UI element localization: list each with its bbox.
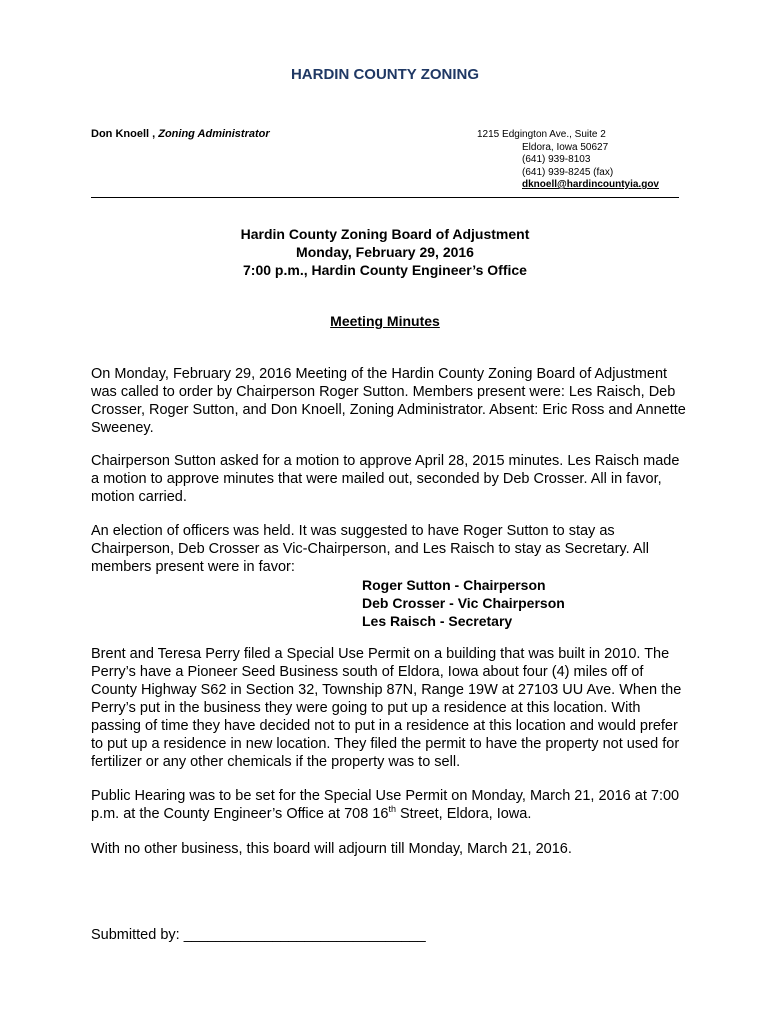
hearing-text-part1: Public Hearing was to be set for the Special Use Permit on Monday, March 21, 2016 at 7:00 p.m. at the County Engineer’s Office at 708 16: [91, 788, 680, 822]
minutes-title: Meeting Minutes: [330, 313, 440, 329]
address-line-2: Eldora, Iowa 50627: [522, 141, 609, 153]
signature-line: ______________________________: [183, 927, 426, 943]
paragraph-call-to-order: On Monday, February 29, 2016 Meeting of the Hardin County Zoning Board of Adjustment was called to order by Chairperson Roger Sutton. Members present were: Les Raisch, Deb Crosser, Roger Sutton, and Don Knoell, Zoning Administrator. Absent: Eric Ross and Annette Sweeney.: [91, 366, 686, 436]
officer-chairperson: Roger Sutton - Chairperson: [362, 577, 546, 593]
meeting-heading: [0, 225, 770, 279]
meeting-date: Monday, February 29, 2016: [296, 244, 474, 260]
admin-name: Don Knoell ,: [91, 128, 156, 140]
email-link[interactable]: dknoell@hardincountyia.gov: [522, 179, 659, 190]
header-divider: [91, 197, 679, 198]
submitted-by: [91, 927, 426, 943]
document-title: HARDIN COUNTY ZONING: [290, 66, 480, 83]
paragraph-approve-minutes: Chairperson Sutton asked for a motion to approve April 28, 2015 minutes. Les Raisch made a motion to approve minutes that were mailed out, seconded by Deb Crosser. All in favor, motion carried.: [91, 453, 680, 505]
admin-role: Zoning Administrator: [158, 128, 270, 140]
board-name: Hardin County Zoning Board of Adjustment: [240, 226, 530, 242]
paragraph-election: An election of officers was held. It was suggested to have Roger Sutton to stay as Chairperson, Deb Crosser as Vic-Chairperson, and Les Raisch to stay as Secretary. All members present were in favor:: [91, 523, 649, 575]
contact-address-block: [477, 129, 659, 192]
address-line-1: 1215 Edgington Ave., Suite 2: [477, 129, 606, 140]
phone-number: (641) 939-8103: [522, 154, 591, 165]
officer-secretary: Les Raisch - Secretary: [362, 613, 513, 629]
submitted-label: Submitted by:: [91, 927, 180, 943]
hearing-text-part2: Street, Eldora, Iowa.: [395, 806, 532, 822]
officers-list: [362, 576, 565, 630]
meeting-time-place: 7:00 p.m., Hardin County Engineer’s Office: [243, 262, 527, 278]
administrator-name: [91, 128, 270, 140]
paragraph-adjourn: With no other business, this board will adjourn till Monday, March 21, 2016.: [91, 841, 572, 857]
paragraph-special-use-permit: Brent and Teresa Perry filed a Special Use Permit on a building that was built in 2010. The Perry’s have a Pioneer Seed Business south of Eldora, Iowa about four (4) miles off of County Highway S62 in Section 32, Township 87N, Range 19W at 27103 UU Ave. When the Perry’s put in the business they were going to put up a residence at this location. With passing of time they have decided not to put in a residence at this location and would prefer to put up a residence in new location. They filed the permit to have the property not used for fertilizer or any other chemicals if the property was to sell.: [91, 646, 682, 770]
fax-number: (641) 939-8245 (fax): [522, 166, 614, 178]
officer-vice-chairperson: Deb Crosser - Vic Chairperson: [362, 595, 565, 611]
paragraph-public-hearing: [91, 787, 691, 823]
ordinal-suffix: th: [388, 804, 396, 815]
